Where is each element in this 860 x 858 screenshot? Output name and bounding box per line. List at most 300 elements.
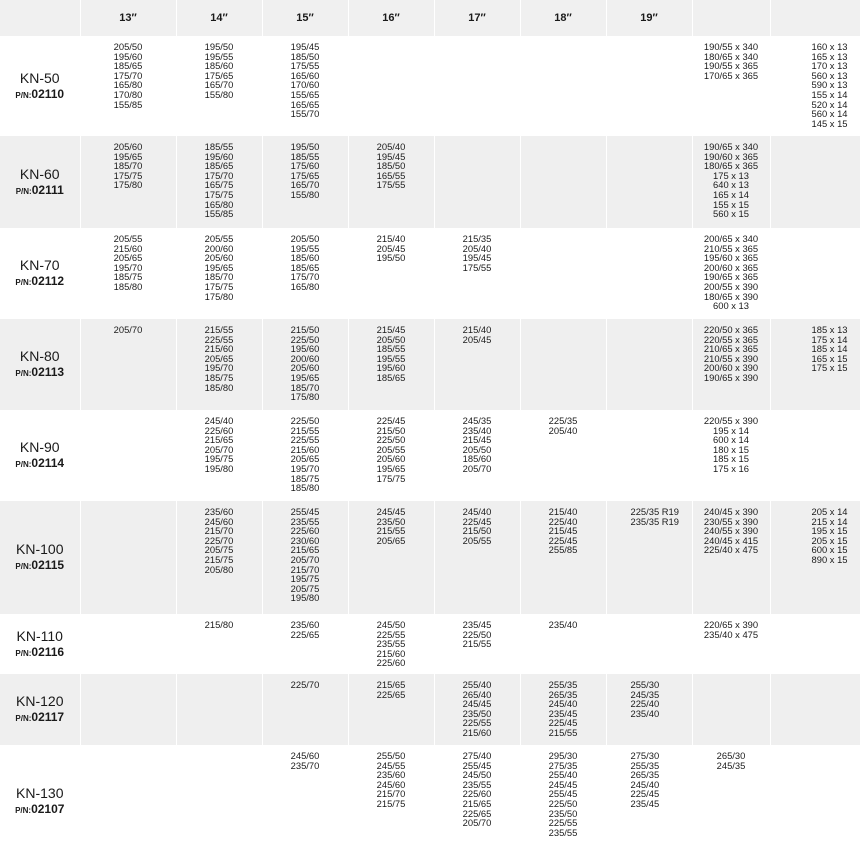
model-name: KN-90 — [19, 439, 60, 455]
tire-size: 215/70 — [376, 788, 406, 800]
tire-size: 560 x 14 — [811, 108, 848, 120]
tire-size: 215 x 14 — [811, 515, 848, 527]
tire-size: 265/40 — [462, 688, 492, 700]
tire-size: 245/35 — [462, 415, 492, 426]
size-cell — [348, 501, 434, 614]
tire-size: 225/40 x 475 — [703, 544, 759, 556]
header-cell: 16″ — [348, 0, 434, 36]
size-list — [177, 501, 262, 574]
tire-size: 235/45 — [630, 797, 660, 809]
size-list — [435, 136, 520, 142]
tire-size: 175/70 — [290, 271, 320, 283]
size-cell — [262, 614, 348, 674]
tire-size: 235/40 — [630, 707, 660, 719]
tire-size: 215/45 — [548, 525, 578, 537]
tire-size: 205/65 — [204, 352, 234, 364]
size-list — [81, 410, 176, 416]
tire-size: 225/35 — [548, 415, 578, 426]
size-cell — [176, 228, 262, 319]
tire-size: 205/75 — [204, 544, 234, 556]
model-name: KN-130 — [16, 784, 64, 801]
tire-size: 225/45 — [630, 788, 660, 800]
size-cell — [770, 228, 860, 319]
tire-size: 235/70 — [290, 759, 320, 771]
tire-size: 175/55 — [462, 261, 492, 273]
tire-size: 170 x 13 — [811, 60, 848, 72]
tire-size: 165/60 — [290, 69, 320, 81]
tire-size: 245/40 — [548, 698, 578, 710]
size-list — [81, 319, 176, 335]
tire-size: 180/65 x 365 — [703, 160, 759, 172]
size-list — [435, 614, 520, 649]
model-cell — [0, 501, 80, 614]
tire-size: 185/80 — [290, 482, 320, 494]
tire-size: 155/70 — [290, 108, 320, 120]
size-list — [81, 501, 176, 507]
tire-size: 225/70 — [290, 679, 320, 690]
tire-size: 255/45 — [548, 788, 578, 800]
header-cell: 18″ — [520, 0, 606, 36]
tire-size: 215/45 — [376, 324, 406, 335]
tire-size: 175/75 — [204, 188, 234, 200]
size-cell — [80, 501, 176, 614]
tire-size: 215/55 — [376, 525, 406, 537]
size-list — [607, 745, 692, 809]
tire-size: 215/70 — [204, 525, 234, 537]
tire-size: 215/80 — [204, 619, 234, 630]
size-cell — [770, 745, 860, 857]
tire-size: 180/65 x 390 — [703, 290, 759, 302]
size-cell — [692, 745, 770, 857]
part-number-prefix: P/N: — [15, 648, 32, 658]
size-list — [263, 410, 348, 493]
table-row — [0, 36, 860, 136]
part-number-value: 02111 — [31, 182, 64, 197]
table-row — [0, 614, 860, 674]
tire-size: 215/50 — [462, 525, 492, 537]
part-number-value: 02117 — [31, 710, 65, 724]
tire-size: 170/80 — [113, 88, 143, 100]
size-cell — [520, 36, 606, 136]
part-number-prefix: P/N: — [15, 805, 32, 815]
part-number — [0, 802, 80, 818]
tire-size: 225/50 — [290, 333, 320, 345]
tire-size: 205/65 — [113, 252, 143, 264]
part-number-value: 02107 — [31, 801, 65, 816]
tire-size: 205/60 — [204, 252, 234, 264]
tire-size: 275/40 — [462, 750, 492, 761]
table-row — [0, 674, 860, 745]
tire-size: 205/55 — [113, 233, 143, 244]
tire-size: 255/85 — [548, 544, 578, 556]
tire-size: 590 x 13 — [811, 79, 848, 91]
size-cell — [348, 228, 434, 319]
size-cell — [348, 136, 434, 228]
tire-size: 225/60 — [376, 657, 406, 669]
tire-size: 160 x 13 — [811, 41, 848, 52]
tire-size: 195/60 — [113, 50, 143, 62]
size-list — [693, 136, 770, 219]
size-cell — [520, 410, 606, 501]
size-list — [177, 319, 262, 392]
table-row — [0, 501, 860, 614]
size-list — [521, 501, 606, 555]
size-cell — [606, 228, 692, 319]
tire-size: 175/70 — [204, 169, 234, 181]
size-cell — [176, 410, 262, 501]
tire-size: 235/60 — [290, 619, 320, 630]
model-cell — [0, 319, 80, 410]
tire-size: 195/60 — [290, 343, 320, 355]
tire-size: 235/45 — [462, 619, 492, 630]
tire-size: 185/70 — [204, 271, 234, 283]
tire-size: 165/75 — [204, 179, 234, 191]
tire-size: 225/60 — [290, 525, 320, 537]
model-name: KN-60 — [19, 165, 60, 182]
size-list — [607, 319, 692, 325]
size-list — [521, 228, 606, 234]
tire-size: 225/50 — [290, 415, 320, 426]
table-row — [0, 136, 860, 228]
size-list — [521, 614, 606, 630]
size-cell — [434, 319, 520, 410]
size-list — [607, 410, 692, 416]
size-list — [521, 36, 606, 42]
header-cell — [0, 0, 80, 36]
tire-size: 205 x 14 — [811, 506, 848, 517]
tire-size: 225/65 — [290, 628, 320, 640]
tire-size: 185 x 14 — [811, 343, 848, 355]
tire-size: 225/45 — [548, 534, 578, 546]
tire-size: 205/55 — [376, 443, 406, 455]
header-cell: 19″ — [606, 0, 692, 36]
tire-size: 255/45 — [462, 759, 492, 771]
size-cell — [80, 136, 176, 228]
tire-size: 185/80 — [113, 280, 143, 292]
tire-size: 165/70 — [204, 79, 234, 91]
model-cell — [0, 674, 80, 745]
tire-size: 190/65 x 365 — [703, 271, 759, 283]
tire-size: 215/70 — [290, 563, 320, 575]
size-cell — [176, 136, 262, 228]
tire-size: 195/50 — [376, 252, 406, 264]
tire-size: 195/60 — [376, 362, 406, 374]
tire-size: 175/80 — [290, 391, 320, 403]
size-list — [435, 228, 520, 272]
size-cell — [176, 745, 262, 857]
tire-size: 220/55 x 365 — [703, 333, 759, 345]
tire-size: 245/40 — [204, 415, 234, 426]
size-list — [177, 136, 262, 219]
tire-size: 255/35 — [548, 679, 578, 690]
size-cell — [434, 410, 520, 501]
size-cell — [176, 319, 262, 410]
size-list — [263, 136, 348, 200]
tire-size: 205/70 — [462, 817, 492, 829]
tire-size: 245/55 — [376, 759, 406, 771]
size-cell — [176, 614, 262, 674]
tire-size: 225/45 — [376, 415, 406, 426]
size-cell — [520, 614, 606, 674]
tire-size: 245/60 — [376, 778, 406, 790]
tire-size: 165 x 13 — [811, 50, 848, 62]
tire-size: 220/65 x 390 — [703, 619, 759, 630]
tire-size: 195 x 15 — [811, 525, 848, 537]
tire-size: 520 x 14 — [811, 98, 848, 110]
tire-size: 560 x 15 — [713, 208, 749, 220]
tire-size: 245/60 — [290, 750, 320, 761]
size-list — [607, 614, 692, 620]
size-cell — [520, 674, 606, 745]
size-cell — [770, 674, 860, 745]
tire-size: 235/55 — [462, 778, 492, 790]
size-list — [771, 501, 860, 565]
size-list — [771, 745, 860, 751]
size-list — [771, 319, 860, 373]
tire-size: 205/70 — [290, 553, 320, 565]
tire-size: 175/75 — [113, 169, 143, 181]
tire-size: 640 x 13 — [713, 179, 749, 191]
tire-size: 195/65 — [290, 371, 320, 383]
model-cell — [0, 136, 80, 228]
tire-size: 185/80 — [204, 381, 234, 393]
tire-size: 220/50 x 365 — [703, 324, 759, 335]
tire-size: 205/80 — [204, 563, 234, 575]
tire-size: 225/70 — [204, 534, 234, 546]
tire-size: 225/45 — [462, 515, 492, 527]
part-number-prefix: P/N: — [15, 369, 32, 378]
size-list — [771, 36, 860, 128]
tire-size: 225/65 — [376, 688, 406, 700]
size-list — [435, 745, 520, 828]
size-list — [435, 501, 520, 545]
part-number-prefix: P/N: — [15, 278, 32, 287]
tire-size: 235/40 — [548, 619, 578, 630]
tire-size: 240/45 x 390 — [703, 506, 759, 517]
part-number — [0, 183, 80, 199]
tire-size: 185/75 — [113, 271, 143, 283]
tire-size: 210/55 x 390 — [703, 352, 759, 364]
header-cell: 14″ — [176, 0, 262, 36]
tire-size: 185/60 — [290, 252, 320, 264]
tire-size: 560 x 13 — [811, 69, 848, 81]
table-row — [0, 319, 860, 410]
tire-size: 205 x 15 — [811, 534, 848, 546]
size-list — [435, 410, 520, 474]
size-list — [81, 36, 176, 109]
tire-size: 295/30 — [548, 750, 578, 761]
tire-size: 205/70 — [204, 443, 234, 455]
size-list — [349, 614, 434, 668]
size-cell — [520, 745, 606, 857]
size-list — [349, 228, 434, 263]
model-cell — [0, 410, 80, 501]
size-cell — [606, 614, 692, 674]
size-list — [177, 614, 262, 630]
size-list — [521, 674, 606, 738]
tire-size: 155/80 — [204, 88, 234, 100]
tire-size: 195/45 — [462, 252, 492, 264]
tire-size: 175/65 — [290, 169, 320, 181]
tire-size: 205/65 — [376, 534, 406, 546]
size-list — [349, 674, 434, 699]
tire-size: 205/70 — [462, 462, 492, 474]
part-number-prefix: P/N: — [15, 714, 32, 723]
tire-size: 185/75 — [290, 472, 320, 484]
tire-size: 255/40 — [462, 679, 492, 690]
size-cell — [348, 745, 434, 857]
size-list — [607, 136, 692, 142]
tire-size: 175 x 13 — [713, 169, 749, 181]
part-number — [0, 274, 80, 290]
size-cell — [434, 614, 520, 674]
size-cell — [262, 501, 348, 614]
tire-size: 205/50 — [290, 233, 320, 244]
header-cell — [692, 0, 770, 36]
size-cell — [520, 319, 606, 410]
size-cell — [262, 136, 348, 228]
tire-size: 155/85 — [204, 208, 234, 220]
tire-size: 175/55 — [376, 179, 406, 191]
size-cell — [692, 501, 770, 614]
tire-size: 195/55 — [204, 50, 234, 62]
tire-size: 245/40 — [462, 506, 492, 517]
tire-size: 195/70 — [113, 261, 143, 273]
part-number-value: 02113 — [31, 365, 65, 379]
tire-size: 235/45 — [548, 707, 578, 719]
tire-size: 175/65 — [204, 69, 234, 81]
tire-size: 230/60 — [290, 534, 320, 546]
model-name: KN-120 — [16, 693, 64, 709]
tire-size: 185/65 — [376, 371, 406, 383]
table-row — [0, 410, 860, 501]
tire-size: 175 x 16 — [713, 462, 749, 474]
tire-size: 195/45 — [290, 41, 320, 52]
tire-size: 200/65 x 340 — [703, 233, 759, 244]
tire-size: 195/45 — [376, 150, 406, 162]
tire-size: 155 x 15 — [713, 198, 749, 210]
tire-size: 190/65 x 390 — [703, 371, 759, 383]
tire-size: 225/40 — [548, 515, 578, 527]
tire-size: 185/55 — [376, 343, 406, 355]
tire-size: 215/40 — [548, 506, 578, 517]
part-number — [0, 710, 80, 726]
size-list — [771, 136, 860, 142]
tire-size: 600 x 15 — [811, 544, 848, 556]
size-list — [349, 319, 434, 383]
size-cell — [520, 136, 606, 228]
tire-size: 215/50 — [290, 324, 320, 335]
size-list — [771, 410, 860, 416]
tire-size: 245/35 — [630, 688, 660, 700]
tire-size: 200/60 — [204, 242, 234, 254]
tire-size: 205/40 — [376, 141, 406, 152]
part-number — [0, 365, 80, 381]
part-number — [0, 558, 80, 574]
tire-size: 215/75 — [376, 797, 406, 809]
size-cell — [692, 228, 770, 319]
tire-size: 225/60 — [204, 424, 234, 436]
tire-size: 215/55 — [290, 424, 320, 436]
tire-size: 200/60 x 365 — [703, 261, 759, 273]
tire-size: 215/65 — [290, 544, 320, 556]
size-list — [521, 136, 606, 142]
size-list — [81, 614, 176, 620]
tire-size: 175/75 — [204, 280, 234, 292]
size-list — [435, 319, 520, 344]
tire-size: 175 x 14 — [811, 333, 848, 345]
tire-size: 230/55 x 390 — [703, 515, 759, 527]
tire-size: 235/55 — [376, 638, 406, 650]
tire-size: 195/55 — [376, 352, 406, 364]
header-cell: 15″ — [262, 0, 348, 36]
part-number-prefix: P/N: — [15, 562, 32, 571]
tire-size: 890 x 15 — [811, 553, 848, 565]
tire-size: 225/55 — [548, 817, 578, 829]
size-cell — [520, 501, 606, 614]
tire-size: 245/40 — [630, 778, 660, 790]
size-list — [771, 228, 860, 234]
size-list — [177, 228, 262, 301]
tire-size: 245/45 — [376, 506, 406, 517]
tire-size: 215/40 — [376, 233, 406, 244]
part-number-value: 02115 — [31, 558, 65, 572]
tire-size: 195/55 — [290, 242, 320, 254]
tire-size: 215/60 — [376, 647, 406, 659]
tire-size: 165/80 — [113, 79, 143, 91]
tire-size: 235/40 — [462, 424, 492, 436]
tire-size: 245/50 — [376, 619, 406, 630]
size-list — [263, 319, 348, 402]
tire-size: 245/35 — [716, 759, 746, 771]
size-cell — [434, 501, 520, 614]
header-row — [0, 0, 860, 36]
tire-size: 185/70 — [290, 381, 320, 393]
tire-size: 205/70 — [113, 324, 143, 335]
size-list — [693, 745, 770, 770]
size-list — [349, 501, 434, 545]
tire-size: 600 x 14 — [713, 434, 749, 446]
tire-size: 175/80 — [204, 290, 234, 302]
tire-size: 195/75 — [290, 573, 320, 585]
tire-size: 165/55 — [376, 169, 406, 181]
size-cell — [606, 36, 692, 136]
tire-size: 225/55 — [462, 717, 492, 729]
tire-size: 225/50 — [376, 434, 406, 446]
tire-size: 195 x 14 — [713, 424, 749, 436]
size-cell — [770, 614, 860, 674]
tire-size: 190/55 x 340 — [703, 41, 759, 52]
tire-size: 170/60 — [290, 79, 320, 91]
size-list — [349, 36, 434, 42]
size-list — [521, 319, 606, 325]
size-list — [263, 745, 348, 770]
size-list — [693, 501, 770, 555]
part-number-prefix: P/N: — [15, 460, 32, 469]
table-row — [0, 745, 860, 857]
tire-size: 205/40 — [548, 424, 578, 436]
part-number-value: 02110 — [31, 86, 65, 101]
size-list — [693, 36, 770, 80]
tire-size: 205/65 — [290, 453, 320, 465]
tire-size: 225/35 R19 — [630, 506, 679, 517]
model-name: KN-50 — [19, 69, 60, 86]
size-cell — [434, 136, 520, 228]
part-number-value: 02116 — [31, 644, 65, 659]
tire-size: 165 x 14 — [713, 188, 749, 200]
tire-size: 175/70 — [113, 69, 143, 81]
size-cell — [262, 745, 348, 857]
